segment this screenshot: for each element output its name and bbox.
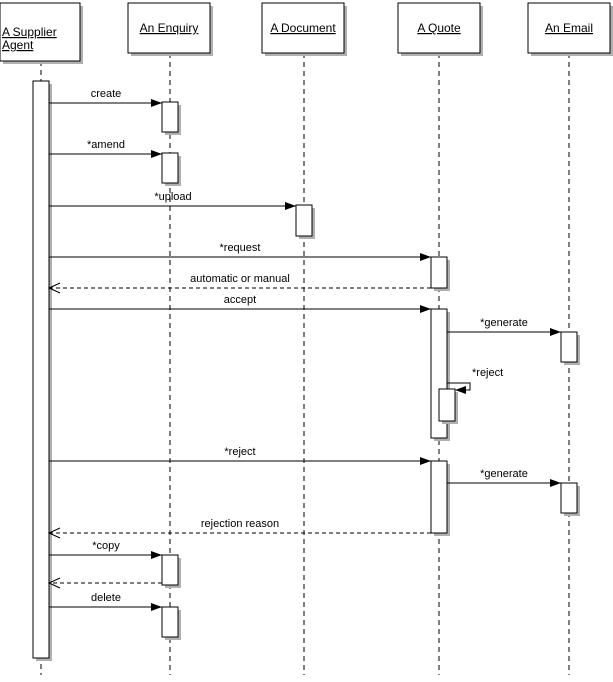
actor-label-a-quote: A Quote [417,21,461,35]
message-amend-1-arrowhead [151,150,162,158]
activation-a-document-3 [296,205,312,236]
activation-an-email-8 [561,332,577,362]
activation-a-quote-7 [431,461,447,533]
message-reject-7-label: *reject [472,367,504,379]
actor-label-a-document: A Document [270,21,336,35]
message-request-3-label: *request [219,242,261,254]
message-accept-5-arrowhead [420,305,431,313]
message-rejection-reason-10-label: rejection reason [200,518,280,530]
message-generate-9-label: *generate [480,468,528,480]
activation-a-supplier-agent-0 [33,81,49,658]
actor-label-an-enquiry: An Enquiry [139,21,199,35]
message-copy-11-arrowhead [151,551,162,559]
message-generate-9-arrowhead [550,479,561,487]
message-reject-8-arrowhead [420,457,431,465]
activation-a-quote-nested-6 [439,389,455,421]
message-automatic-or-manual-4-label: automatic or manual [190,273,290,285]
message-create-0-arrowhead [151,99,162,107]
message-generate-6-arrowhead [550,328,561,336]
activation-a-quote-4 [431,257,447,288]
message-delete-13-arrowhead [151,603,162,611]
activation-an-enquiry-10 [162,555,178,585]
message-request-3-arrowhead [420,253,431,261]
message-copy-11-label: *copy [92,540,120,552]
message-upload-2-arrowhead [285,202,296,210]
message-create-0-label: create [90,88,122,100]
message-reject-8-label: *reject [224,446,256,458]
message-accept-5-label: accept [223,294,257,306]
activation-an-enquiry-2 [162,153,178,183]
actor-label-an-email: An Email [544,21,594,35]
message-upload-2-label: *upload [154,191,192,203]
message-delete-13-label: delete [91,592,121,604]
activation-an-email-9 [561,483,577,513]
actor-label-a-supplier-agent-line1: A Supplier [2,25,57,39]
activation-an-enquiry-11 [162,607,178,637]
actor-label-a-supplier-agent-line2: Agent [2,38,34,52]
message-generate-6-label: *generate [480,317,528,329]
message-amend-1-label: *amend [87,139,125,151]
activation-an-enquiry-1 [162,102,178,132]
